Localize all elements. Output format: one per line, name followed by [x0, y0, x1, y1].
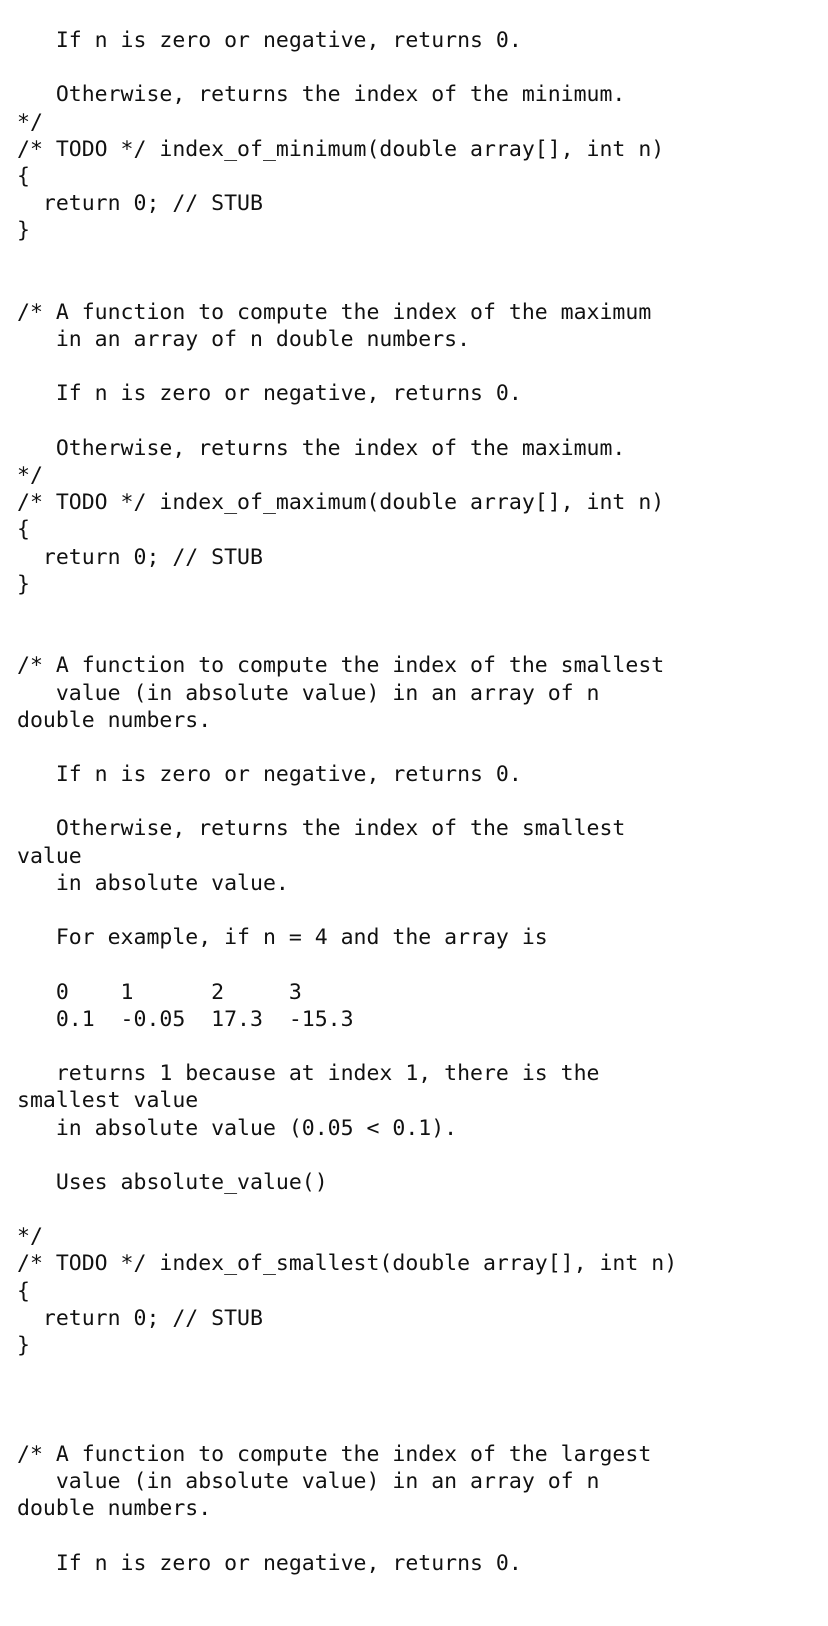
code-line: in absolute value (0.05 < 0.1).: [17, 1115, 458, 1141]
code-line: */: [17, 1224, 43, 1250]
code-line: /* A function to compute the index of the maximum: [17, 299, 652, 325]
code-line: [17, 734, 677, 761]
code-line: If n is zero or negative, returns 0.: [17, 762, 522, 788]
code-line: double numbers.: [17, 707, 212, 733]
code-line: /* TODO */ index_of_smallest(double array[], int n): [17, 1251, 678, 1277]
code-line: }: [17, 1333, 30, 1358]
code-line: returns 1 because at index 1, there is the: [17, 1061, 600, 1087]
code-line: {: [17, 517, 30, 543]
code-line: [17, 1386, 677, 1413]
code-line: {: [17, 163, 30, 189]
code-line: [17, 598, 677, 625]
code-line: /* TODO */ index_of_maximum(double array[], int n): [17, 490, 665, 516]
code-line: [17, 54, 677, 81]
code-line: If n is zero or negative, returns 0.: [17, 28, 522, 53]
code-line: return 0; // STUB: [17, 191, 263, 217]
code-line: value (in absolute value) in an array of n: [17, 680, 600, 706]
code-line: in absolute value.: [17, 870, 289, 896]
code-line: If n is zero or negative, returns 0.: [17, 1550, 522, 1576]
code-line: */: [17, 463, 43, 488]
code-line: [17, 1033, 677, 1060]
code-line: value: [17, 843, 82, 869]
code-document: [17, 27, 677, 1577]
code-line: For example, if n = 4 and the array is: [17, 925, 548, 951]
code-line: [17, 625, 677, 652]
code-line: 0.1 -0.05 17.3 -15.3: [17, 1006, 354, 1032]
code-line: [17, 1142, 677, 1169]
code-line: }: [17, 571, 30, 597]
code-line: [17, 788, 677, 815]
code-line: double numbers.: [17, 1496, 212, 1522]
code-line: }: [17, 218, 30, 244]
code-line: Uses absolute_value(): [17, 1169, 328, 1195]
code-line: [17, 897, 677, 924]
code-line: [17, 353, 677, 380]
code-line: [17, 1414, 677, 1441]
code-line: [17, 951, 677, 978]
code-line: 0 1 2 3: [17, 979, 302, 1005]
code-line: in an array of n double numbers.: [17, 327, 471, 353]
code-line: Otherwise, returns the index of the maximum.: [17, 435, 626, 461]
code-line: return 0; // STUB: [17, 544, 263, 570]
code-line: /* TODO */ index_of_minimum(double array[], int n): [17, 136, 665, 162]
code-line: If n is zero or negative, returns 0.: [17, 381, 522, 407]
code-line: [17, 1359, 677, 1386]
code-line: [17, 245, 677, 272]
code-line: [17, 272, 677, 299]
code-line: {: [17, 1278, 30, 1304]
code-line: [17, 1522, 677, 1549]
code-line: return 0; // STUB: [17, 1305, 263, 1331]
code-line: [17, 1196, 677, 1223]
code-line: Otherwise, returns the index of the smallest: [17, 816, 626, 842]
code-line: value (in absolute value) in an array of n: [17, 1468, 600, 1494]
code-line: /* A function to compute the index of the smallest: [17, 653, 665, 679]
code-line: /* A function to compute the index of the largest: [17, 1441, 652, 1467]
code-line: */: [17, 109, 43, 135]
code-line: [17, 408, 677, 435]
code-line: smallest value: [17, 1088, 199, 1114]
code-line: Otherwise, returns the index of the minimum.: [17, 82, 626, 108]
